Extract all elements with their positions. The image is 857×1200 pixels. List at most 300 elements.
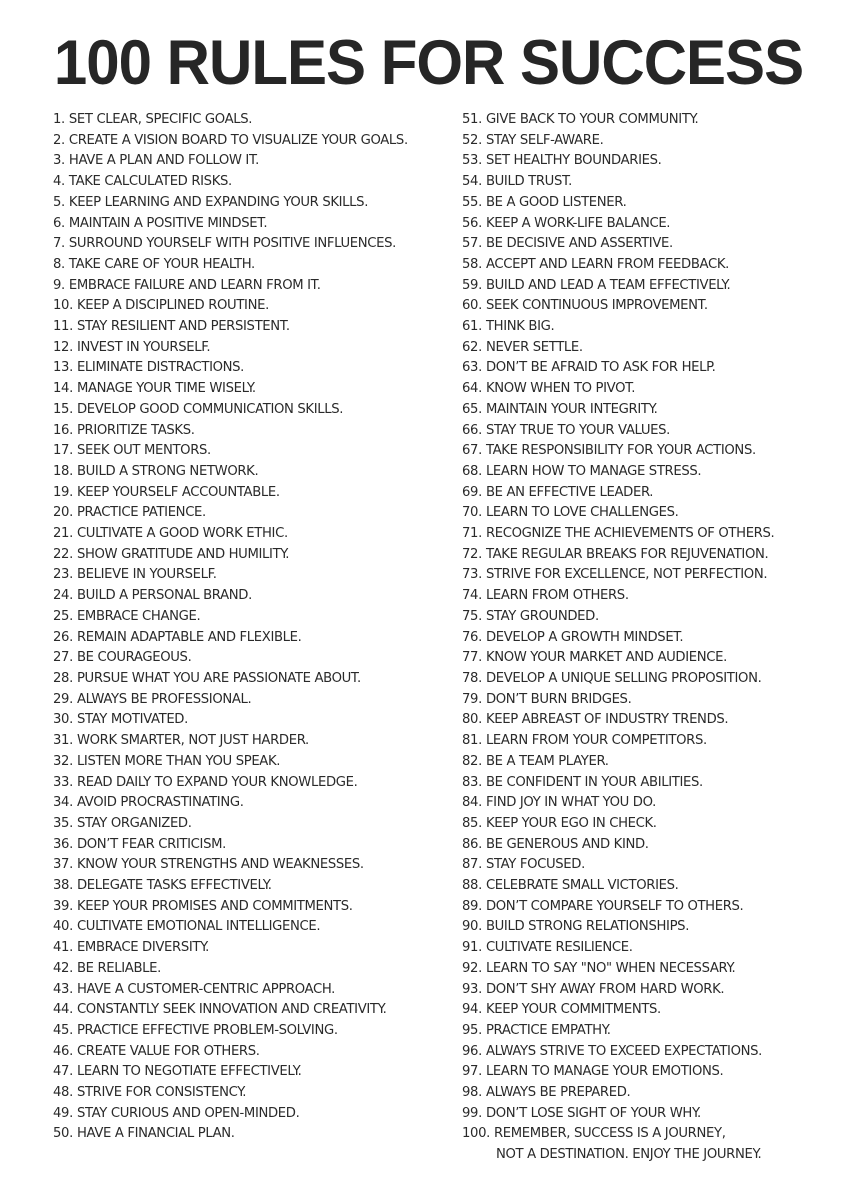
rule-item <box>462 483 852 504</box>
rule-text: CREATE A VISION BOARD TO VISUALIZE YOUR GOALS. <box>68 132 408 148</box>
rule-item <box>462 586 852 607</box>
rule-item <box>53 835 453 856</box>
rule-number: 58. <box>462 256 482 272</box>
rule-item <box>53 379 453 400</box>
rule-item <box>53 462 453 483</box>
rule-text: THINK BIG. <box>485 319 555 335</box>
rule-text: KEEP YOUR EGO IN CHECK. <box>485 815 657 831</box>
rule-number: 36. <box>53 836 73 852</box>
rule-number: 47. <box>53 1064 73 1080</box>
rule-number: 99. <box>462 1105 482 1121</box>
rule-number: 31. <box>53 733 73 749</box>
rule-text: SEEK OUT MENTORS. <box>76 443 211 459</box>
rule-text: BUILD TRUST. <box>485 174 572 190</box>
rule-text: BUILD A PERSONAL BRAND. <box>76 588 252 604</box>
rule-text: GIVE BACK TO YOUR COMMUNITY. <box>485 112 699 127</box>
rule-number: 65. <box>462 401 482 417</box>
rule-number: 72. <box>462 546 482 562</box>
rule-number: 63. <box>462 360 482 376</box>
rule-number: 90. <box>462 919 482 935</box>
rule-item <box>53 1042 453 1063</box>
rule-number: 15. <box>53 401 73 417</box>
rule-text: KNOW YOUR STRENGTHS AND WEAKNESSES. <box>76 857 364 873</box>
rule-number: 51. <box>462 112 482 127</box>
rule-number: 79. <box>462 691 482 707</box>
rule-number: 60. <box>462 298 482 314</box>
rule-text: BE A GOOD LISTENER. <box>485 194 627 210</box>
rule-item <box>462 835 852 856</box>
page-title: 100 RULES FOR SUCCESS <box>53 27 804 98</box>
rule-text: STAY GROUNDED. <box>485 608 599 624</box>
rule-text: BE CONFIDENT IN YOUR ABILITIES. <box>485 774 703 790</box>
rule-number: 56. <box>462 215 482 231</box>
rule-text: REMAIN ADAPTABLE AND FLEXIBLE. <box>76 629 302 645</box>
rule-text: EMBRACE CHANGE. <box>76 608 201 624</box>
rule-number: 45. <box>53 1022 73 1038</box>
rule-number: 44. <box>53 1002 73 1018</box>
rule-item <box>53 503 453 524</box>
rule-item <box>462 441 852 462</box>
rule-item <box>462 503 852 524</box>
rule-number: 6. <box>53 215 65 231</box>
rule-item <box>462 669 852 690</box>
rule-text: STAY TRUE TO YOUR VALUES. <box>485 422 671 438</box>
rule-number: 52. <box>462 132 482 148</box>
rule-text: REMEMBER, SUCCESS IS A JOURNEY, <box>493 1126 726 1142</box>
rule-text: READ DAILY TO EXPAND YOUR KNOWLEDGE. <box>76 774 358 790</box>
rule-number: 76. <box>462 629 482 645</box>
rule-number: 94. <box>462 1002 482 1018</box>
rule-number: 83. <box>462 774 482 790</box>
rule-item <box>462 752 852 773</box>
rule-text: STAY ORGANIZED. <box>76 815 192 831</box>
rule-number: 61. <box>462 319 482 335</box>
rule-number: 8. <box>53 256 65 272</box>
rule-number: 16. <box>53 422 73 438</box>
rule-item <box>53 214 453 235</box>
rule-number: 80. <box>462 712 482 728</box>
rules-list-left <box>53 110 453 1145</box>
rule-text: KNOW WHEN TO PIVOT. <box>485 381 636 397</box>
rule-number: 91. <box>462 940 482 956</box>
rule-item <box>53 110 453 131</box>
rule-item <box>53 338 453 359</box>
rule-text: DELEGATE TASKS EFFECTIVELY. <box>76 878 272 894</box>
rule-text: SET CLEAR, SPECIFIC GOALS. <box>68 112 253 127</box>
rule-text: TAKE CARE OF YOUR HEALTH. <box>68 256 255 272</box>
rule-number: 13. <box>53 360 73 376</box>
rule-text: BUILD AND LEAD A TEAM EFFECTIVELY. <box>485 277 731 293</box>
rule-number: 5. <box>53 194 65 210</box>
rule-text: RECOGNIZE THE ACHIEVEMENTS OF OTHERS. <box>485 526 775 542</box>
rule-item <box>462 1083 852 1104</box>
rule-text: CELEBRATE SMALL VICTORIES. <box>485 878 679 894</box>
rule-text: KEEP YOUR COMMITMENTS. <box>485 1002 661 1018</box>
rule-number: 17. <box>53 443 73 459</box>
rule-item <box>53 607 453 628</box>
rule-number: 82. <box>462 753 482 769</box>
rule-item <box>462 276 852 297</box>
rule-number: 11. <box>53 319 73 335</box>
rule-text: BE COURAGEOUS. <box>76 650 192 666</box>
rule-number: 24. <box>53 588 73 604</box>
rule-text: DON’T COMPARE YOURSELF TO OTHERS. <box>485 898 744 914</box>
rule-item <box>53 131 453 152</box>
rule-item <box>462 773 852 794</box>
rule-item <box>53 400 453 421</box>
rule-item <box>53 586 453 607</box>
rule-text: CULTIVATE RESILIENCE. <box>485 940 633 956</box>
rule-item <box>53 959 453 980</box>
rule-number: 71. <box>462 526 482 542</box>
rule-item <box>462 628 852 649</box>
rule-item <box>462 214 852 235</box>
rule-text: LEARN TO NEGOTIATE EFFECTIVELY. <box>76 1064 302 1080</box>
rule-item <box>53 1083 453 1104</box>
rule-number: 2. <box>53 132 65 148</box>
rule-text: ALWAYS BE PROFESSIONAL. <box>76 691 252 707</box>
rule-number: 50. <box>53 1126 73 1142</box>
rule-text: DON’T SHY AWAY FROM HARD WORK. <box>485 981 725 997</box>
rule-item <box>462 462 852 483</box>
rule-item <box>462 793 852 814</box>
rule-text: INVEST IN YOURSELF. <box>76 339 211 355</box>
rule-number: 10. <box>53 298 73 314</box>
rule-number: 100. <box>462 1126 490 1142</box>
rule-text: KNOW YOUR MARKET AND AUDIENCE. <box>485 650 727 666</box>
rule-text: KEEP A DISCIPLINED ROUTINE. <box>76 298 269 314</box>
rule-text: DON’T BE AFRAID TO ASK FOR HELP. <box>485 360 716 376</box>
rule-number: 21. <box>53 526 73 542</box>
rule-text: STAY SELF-AWARE. <box>485 132 604 148</box>
rule-number: 39. <box>53 898 73 914</box>
rule-text: BE AN EFFECTIVE LEADER. <box>485 484 654 500</box>
rule-item <box>53 876 453 897</box>
rule-number: 22. <box>53 546 73 562</box>
rule-number: 20. <box>53 505 73 521</box>
rule-item <box>462 1124 852 1165</box>
rule-text: KEEP YOUR PROMISES AND COMMITMENTS. <box>76 898 353 914</box>
rule-item <box>53 545 453 566</box>
rule-item <box>53 773 453 794</box>
rule-number: 34. <box>53 795 73 811</box>
rule-number: 32. <box>53 753 73 769</box>
rule-text: KEEP LEARNING AND EXPANDING YOUR SKILLS. <box>68 194 369 210</box>
rule-item <box>53 938 453 959</box>
rule-item <box>462 358 852 379</box>
rule-item <box>53 690 453 711</box>
rule-text: BE GENEROUS AND KIND. <box>485 836 649 852</box>
rule-number: 33. <box>53 774 73 790</box>
rule-number: 75. <box>462 608 482 624</box>
rule-text: PRACTICE PATIENCE. <box>76 505 206 521</box>
rule-item <box>462 1042 852 1063</box>
rule-item <box>53 669 453 690</box>
rule-text: KEEP YOURSELF ACCOUNTABLE. <box>76 484 280 500</box>
rule-item <box>53 441 453 462</box>
rule-text: DEVELOP A GROWTH MINDSET. <box>485 629 684 645</box>
rule-text: BE DECISIVE AND ASSERTIVE. <box>485 236 673 252</box>
rule-item <box>462 338 852 359</box>
rule-item <box>462 565 852 586</box>
rule-text: KEEP ABREAST OF INDUSTRY TRENDS. <box>485 712 729 728</box>
rule-number: 28. <box>53 670 73 686</box>
rule-item <box>462 959 852 980</box>
rule-item <box>53 648 453 669</box>
rule-item <box>462 421 852 442</box>
rule-item <box>462 317 852 338</box>
rule-text: TAKE RESPONSIBILITY FOR YOUR ACTIONS. <box>485 443 756 459</box>
rule-number: 92. <box>462 960 482 976</box>
rule-number: 85. <box>462 815 482 831</box>
rule-item <box>462 296 852 317</box>
rule-text: FIND JOY IN WHAT YOU DO. <box>485 795 656 811</box>
rule-text: DEVELOP GOOD COMMUNICATION SKILLS. <box>76 401 344 417</box>
rule-number: 38. <box>53 878 73 894</box>
rule-text: AVOID PROCRASTINATING. <box>76 795 244 811</box>
rule-item <box>462 193 852 214</box>
rule-item <box>462 110 852 131</box>
rule-text: TAKE REGULAR BREAKS FOR REJUVENATION. <box>485 546 769 562</box>
rule-number: 4. <box>53 174 65 190</box>
rule-number: 53. <box>462 153 482 169</box>
rule-number: 41. <box>53 940 73 956</box>
rule-number: 35. <box>53 815 73 831</box>
rule-item <box>462 731 852 752</box>
rule-text: HAVE A CUSTOMER-CENTRIC APPROACH. <box>76 981 336 997</box>
rule-text: MANAGE YOUR TIME WISELY. <box>76 381 256 397</box>
rule-text: PRACTICE EFFECTIVE PROBLEM-SOLVING. <box>76 1022 338 1038</box>
rule-text: STAY RESILIENT AND PERSISTENT. <box>76 319 290 335</box>
rule-item <box>462 690 852 711</box>
rule-item <box>462 917 852 938</box>
rule-text: CULTIVATE EMOTIONAL INTELLIGENCE. <box>76 919 321 935</box>
rule-item <box>53 793 453 814</box>
rule-item <box>53 296 453 317</box>
rule-number: 7. <box>53 236 65 252</box>
rule-number: 12. <box>53 339 73 355</box>
rule-item <box>53 234 453 255</box>
rule-text-continuation: NOT A DESTINATION. ENJOY THE JOURNEY. <box>496 1147 762 1163</box>
rule-item <box>462 938 852 959</box>
rule-text: BUILD A STRONG NETWORK. <box>76 463 259 479</box>
rule-text: NEVER SETTLE. <box>485 339 583 355</box>
rule-text: BUILD STRONG RELATIONSHIPS. <box>485 919 690 935</box>
rule-number: 27. <box>53 650 73 666</box>
rule-number: 19. <box>53 484 73 500</box>
rule-text: PRACTICE EMPATHY. <box>485 1022 611 1038</box>
rule-number: 26. <box>53 629 73 645</box>
rule-text: BE A TEAM PLAYER. <box>485 753 609 769</box>
rule-item <box>462 1000 852 1021</box>
rule-text: STAY FOCUSED. <box>485 857 585 873</box>
rule-number: 54. <box>462 174 482 190</box>
rule-number: 97. <box>462 1064 482 1080</box>
rule-text: TAKE CALCULATED RISKS. <box>68 174 232 190</box>
rule-item <box>53 897 453 918</box>
rule-item <box>53 255 453 276</box>
rule-number: 46. <box>53 1043 73 1059</box>
rule-item <box>462 234 852 255</box>
rule-item <box>53 358 453 379</box>
rule-text: ALWAYS BE PREPARED. <box>485 1085 631 1101</box>
rule-item <box>462 710 852 731</box>
rule-number: 69. <box>462 484 482 500</box>
rule-text: ALWAYS STRIVE TO EXCEED EXPECTATIONS. <box>485 1043 762 1059</box>
rule-text: STRIVE FOR EXCELLENCE, NOT PERFECTION. <box>485 567 768 583</box>
rule-item <box>53 814 453 835</box>
rule-text: STAY CURIOUS AND OPEN-MINDED. <box>76 1105 300 1121</box>
rule-text: MAINTAIN A POSITIVE MINDSET. <box>68 215 268 231</box>
rule-item <box>53 1021 453 1042</box>
rule-item <box>53 1000 453 1021</box>
rule-text: SEEK CONTINUOUS IMPROVEMENT. <box>485 298 708 314</box>
rule-number: 1. <box>53 112 65 127</box>
rule-number: 66. <box>462 422 482 438</box>
rule-item <box>53 193 453 214</box>
rule-item <box>53 710 453 731</box>
rule-item <box>462 876 852 897</box>
rule-item <box>462 400 852 421</box>
rule-number: 78. <box>462 670 482 686</box>
rule-item <box>462 131 852 152</box>
rule-number: 3. <box>53 153 65 169</box>
rule-text: SHOW GRATITUDE AND HUMILITY. <box>76 546 290 562</box>
rule-item <box>53 172 453 193</box>
rule-text: LEARN FROM OTHERS. <box>485 588 629 604</box>
rule-item <box>53 1104 453 1125</box>
rule-item <box>53 1062 453 1083</box>
rule-number: 67. <box>462 443 482 459</box>
rule-number: 29. <box>53 691 73 707</box>
rule-item <box>53 524 453 545</box>
rule-item <box>53 917 453 938</box>
rule-text: CREATE VALUE FOR OTHERS. <box>76 1043 260 1059</box>
rule-item <box>53 752 453 773</box>
rule-number: 40. <box>53 919 73 935</box>
rule-item <box>462 1062 852 1083</box>
rule-number: 77. <box>462 650 482 666</box>
rule-text: BE RELIABLE. <box>76 960 161 976</box>
rule-item <box>462 379 852 400</box>
rule-text: STRIVE FOR CONSISTENCY. <box>76 1085 247 1101</box>
rule-number: 49. <box>53 1105 73 1121</box>
rule-number: 55. <box>462 194 482 210</box>
rule-item <box>462 648 852 669</box>
rule-item <box>53 855 453 876</box>
rule-number: 95. <box>462 1022 482 1038</box>
rule-item <box>53 317 453 338</box>
rules-list-right <box>462 110 852 1166</box>
rule-item <box>462 980 852 1001</box>
rule-number: 18. <box>53 463 73 479</box>
rule-number: 42. <box>53 960 73 976</box>
rule-text: LEARN TO SAY "NO" WHEN NECESSARY. <box>485 960 736 976</box>
rule-text: WORK SMARTER, NOT JUST HARDER. <box>76 733 309 749</box>
rule-text: LEARN TO MANAGE YOUR EMOTIONS. <box>485 1064 724 1080</box>
rule-text: SET HEALTHY BOUNDARIES. <box>485 153 662 169</box>
rule-number: 62. <box>462 339 482 355</box>
rule-item <box>462 607 852 628</box>
rule-text: MAINTAIN YOUR INTEGRITY. <box>485 401 658 417</box>
rule-number: 70. <box>462 505 482 521</box>
rule-text: STAY MOTIVATED. <box>76 712 188 728</box>
rule-number: 89. <box>462 898 482 914</box>
rule-number: 57. <box>462 236 482 252</box>
rule-number: 59. <box>462 277 482 293</box>
rule-number: 88. <box>462 878 482 894</box>
rule-text: EMBRACE DIVERSITY. <box>76 940 209 956</box>
rule-number: 81. <box>462 733 482 749</box>
rule-text: SURROUND YOURSELF WITH POSITIVE INFLUENCES. <box>68 236 396 252</box>
rule-text: PRIORITIZE TASKS. <box>76 422 195 438</box>
rule-text: CULTIVATE A GOOD WORK ETHIC. <box>76 526 288 542</box>
rule-number: 30. <box>53 712 73 728</box>
rule-number: 93. <box>462 981 482 997</box>
rule-text: HAVE A FINANCIAL PLAN. <box>76 1126 235 1142</box>
rule-item <box>53 483 453 504</box>
rule-item <box>462 855 852 876</box>
rule-number: 87. <box>462 857 482 873</box>
rule-number: 37. <box>53 857 73 873</box>
rule-text: LISTEN MORE THAN YOU SPEAK. <box>76 753 281 769</box>
rule-text: PURSUE WHAT YOU ARE PASSIONATE ABOUT. <box>76 670 361 686</box>
rule-text: DON’T FEAR CRITICISM. <box>76 836 226 852</box>
rule-text: DON’T LOSE SIGHT OF YOUR WHY. <box>485 1105 701 1121</box>
rule-item <box>462 255 852 276</box>
rule-number: 74. <box>462 588 482 604</box>
rule-number: 43. <box>53 981 73 997</box>
rule-item <box>462 897 852 918</box>
rule-item <box>53 276 453 297</box>
rule-item <box>53 1124 453 1145</box>
rule-item <box>462 545 852 566</box>
rule-number: 84. <box>462 795 482 811</box>
rule-item <box>462 524 852 545</box>
rule-item <box>53 731 453 752</box>
rule-number: 14. <box>53 381 73 397</box>
rule-text: ELIMINATE DISTRACTIONS. <box>76 360 245 376</box>
rule-text: HAVE A PLAN AND FOLLOW IT. <box>68 153 259 169</box>
rule-number: 96. <box>462 1043 482 1059</box>
rule-number: 86. <box>462 836 482 852</box>
rule-item <box>462 1104 852 1125</box>
rule-item <box>462 172 852 193</box>
rule-item <box>53 565 453 586</box>
rule-item <box>53 421 453 442</box>
rule-item <box>462 1021 852 1042</box>
rule-text: CONSTANTLY SEEK INNOVATION AND CREATIVITY. <box>76 1002 387 1018</box>
rule-text: EMBRACE FAILURE AND LEARN FROM IT. <box>68 277 321 293</box>
rule-text: LEARN HOW TO MANAGE STRESS. <box>485 463 702 479</box>
rule-number: 23. <box>53 567 73 583</box>
rule-text: ACCEPT AND LEARN FROM FEEDBACK. <box>485 256 729 272</box>
rule-number: 9. <box>53 277 65 293</box>
rule-item <box>462 814 852 835</box>
rule-number: 73. <box>462 567 482 583</box>
rule-number: 25. <box>53 608 73 624</box>
rule-number: 64. <box>462 381 482 397</box>
rule-item <box>53 151 453 172</box>
rule-text: DEVELOP A UNIQUE SELLING PROPOSITION. <box>485 670 762 686</box>
rule-text: LEARN TO LOVE CHALLENGES. <box>485 505 679 521</box>
rule-text: DON’T BURN BRIDGES. <box>485 691 632 707</box>
rule-item <box>462 151 852 172</box>
rule-number: 48. <box>53 1085 73 1101</box>
rule-number: 68. <box>462 463 482 479</box>
rule-item <box>53 980 453 1001</box>
rule-text: KEEP A WORK-LIFE BALANCE. <box>485 215 671 231</box>
